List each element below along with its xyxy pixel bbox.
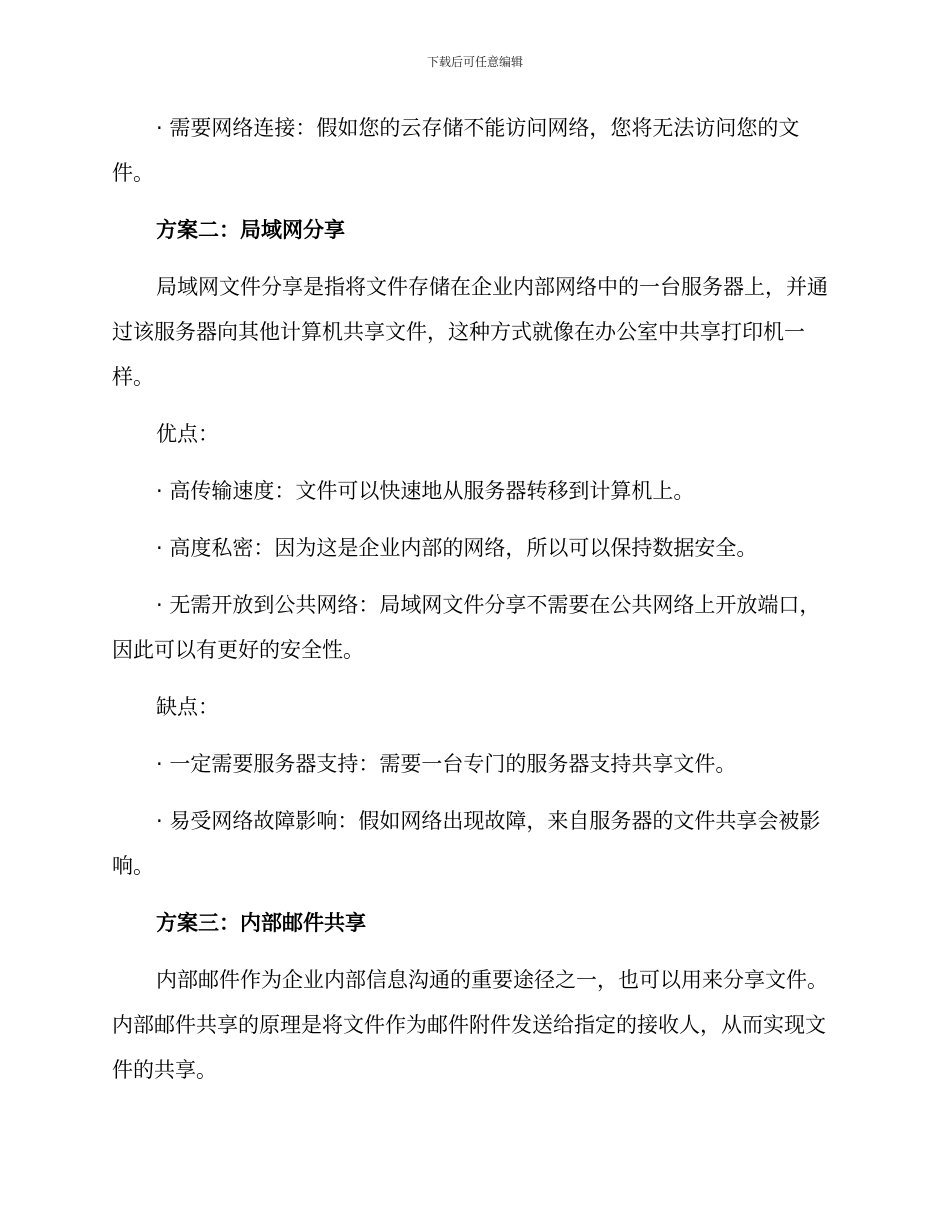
bullet-high-privacy: · 高度私密：因为这是企业内部的网络，所以可以保持数据安全。: [156, 536, 758, 560]
bullet-network-required: · 需要网络连接：假如您的云存储不能访问网络，您将无法访问您的文件。: [112, 116, 800, 185]
advantages-label: 优点：: [156, 422, 219, 446]
disadvantages-label: 缺点：: [156, 695, 219, 719]
internal-mail-description: 内部邮件作为企业内部信息沟通的重要途径之一，也可以用来分享文件。内部邮件共享的原理是将文件作为邮件附件发送给指定的接收人，从而实现文件的共享。: [112, 968, 828, 1082]
bullet-high-speed: · 高传输速度：文件可以快速地从服务器转移到计算机上。: [156, 479, 695, 503]
section-heading-internal-mail: 方案三：内部邮件共享: [156, 911, 366, 935]
lan-share-description: 局域网文件分享是指将文件存储在企业内部网络中的一台服务器上，并通过该服务器向其他计算机共享文件，这种方式就像在办公室中共享打印机一样。: [112, 275, 828, 389]
bullet-network-failure: · 易受网络故障影响：假如网络出现故障，来自服务器的文件共享会被影响。: [112, 809, 821, 878]
bullet-server-required: · 一定需要服务器支持：需要一台专门的服务器支持共享文件。: [156, 752, 737, 776]
document-body: [112, 106, 832, 1105]
bullet-no-public-network: · 无需开放到公共网络：局域网文件分享不需要在公共网络上开放端口，因此可以有更好的安全性。: [112, 593, 821, 662]
section-heading-lan-share: 方案二：局域网分享: [156, 218, 345, 242]
page-header: 下载后可任意编辑: [426, 55, 523, 69]
